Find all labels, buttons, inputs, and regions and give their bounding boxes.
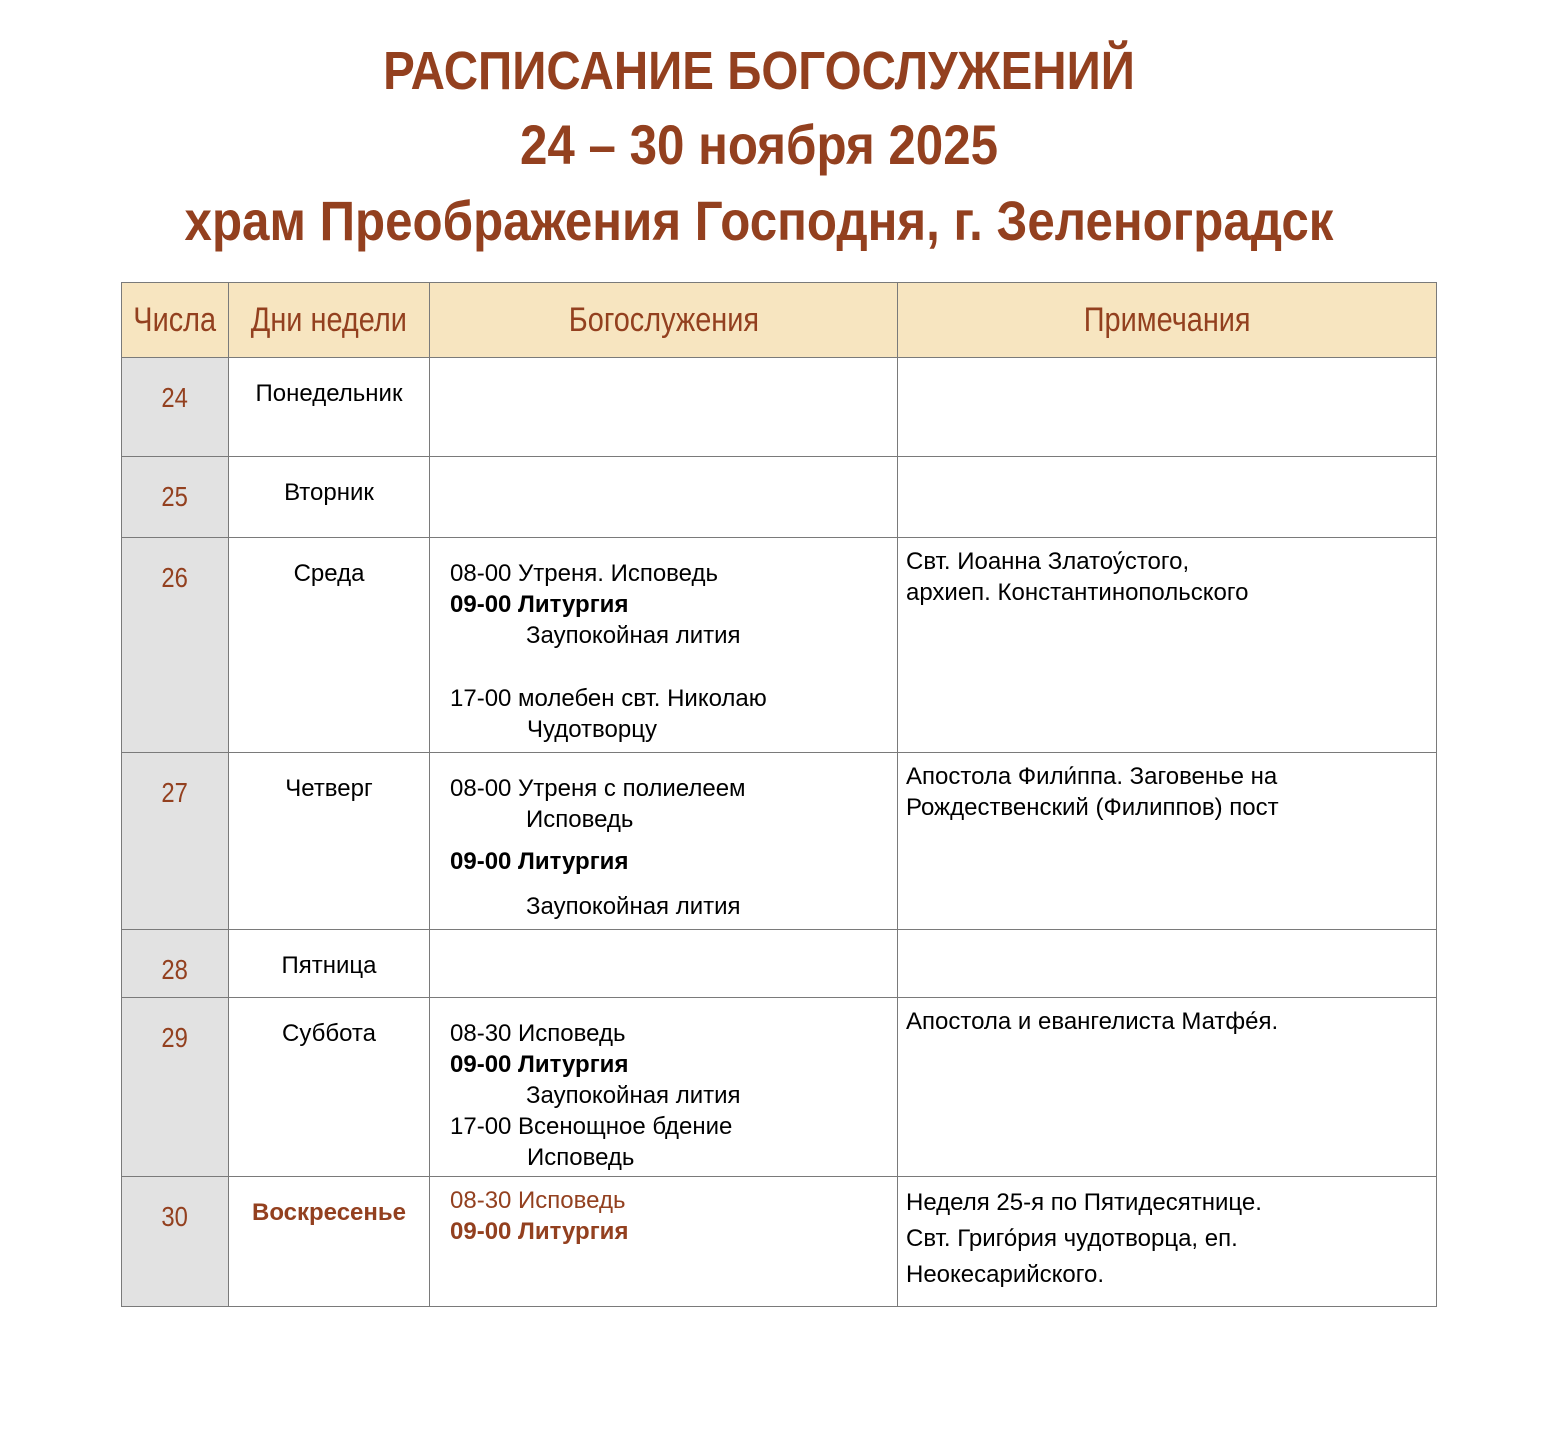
day-number: 30 xyxy=(122,1177,229,1307)
weekday: Вторник xyxy=(229,457,430,538)
service-line: 09-00 Литургия xyxy=(450,1051,629,1078)
notes-cell xyxy=(898,358,1437,457)
services-cell xyxy=(430,753,898,930)
schedule-table xyxy=(121,282,1437,1307)
table-row xyxy=(122,457,1437,538)
services-cell xyxy=(430,457,898,538)
table-row xyxy=(122,930,1437,998)
service-line: 09-00 Литургия xyxy=(450,591,629,618)
service-line: 08-30 Исповедь xyxy=(450,1020,626,1047)
weekday-sunday: Воскресенье xyxy=(229,1177,430,1307)
column-header-services: Богослужения xyxy=(430,283,898,358)
day-number: 25 xyxy=(122,457,229,538)
service-line: 09-00 Литургия xyxy=(450,1218,629,1245)
table-row xyxy=(122,358,1437,457)
service-line: 08-00 Утреня. Исповедь xyxy=(450,560,718,587)
note-line: Свт. Григо́рия чудотворца, еп. xyxy=(906,1225,1238,1252)
weekday: Суббота xyxy=(229,998,430,1177)
services-cell xyxy=(430,538,898,753)
table-row xyxy=(122,1177,1437,1307)
weekday: Пятница xyxy=(229,930,430,998)
day-number: 27 xyxy=(122,753,229,930)
services-cell xyxy=(430,358,898,457)
day-number: 28 xyxy=(122,930,229,998)
table-row xyxy=(122,998,1437,1177)
services-cell xyxy=(430,1177,898,1307)
church-name: храм Преображения Господня, г. Зеленоградск xyxy=(184,189,1334,252)
column-header-numbers: Числа xyxy=(122,283,229,358)
day-number: 24 xyxy=(122,358,229,457)
service-line: 09-00 Литургия xyxy=(450,848,629,875)
service-line: Исповедь xyxy=(527,1144,635,1171)
notes-cell xyxy=(898,457,1437,538)
table-row xyxy=(122,753,1437,930)
notes-cell xyxy=(898,998,1437,1177)
note-line: Апостола Фили́ппа. Заговенье на xyxy=(906,763,1278,790)
day-number: 29 xyxy=(122,998,229,1177)
services-cell xyxy=(430,930,898,998)
notes-cell xyxy=(898,1177,1437,1307)
column-header-notes: Примечания xyxy=(898,283,1437,358)
service-line: 17-00 молебен свт. Николаю xyxy=(450,685,767,712)
weekday: Понедельник xyxy=(229,358,430,457)
service-line: Заупокойная лития xyxy=(526,622,741,649)
service-line: 08-30 Исповедь xyxy=(450,1187,626,1214)
weekday: Среда xyxy=(229,538,430,753)
note-line: архиеп. Константинопольского xyxy=(906,579,1249,606)
weekday: Четверг xyxy=(229,753,430,930)
note-line: Рождественский (Филиппов) пост xyxy=(906,794,1279,821)
table-row xyxy=(122,538,1437,753)
note-line: Неокесарийского. xyxy=(906,1261,1105,1288)
service-line: Исповедь xyxy=(526,806,634,833)
note-line: Апостола и евангелиста Матфе́я. xyxy=(906,1008,1279,1035)
service-line: Заупокойная лития xyxy=(526,1082,741,1109)
date-range: 24 – 30 ноября 2025 xyxy=(519,113,999,176)
notes-cell xyxy=(898,930,1437,998)
service-line: 08-00 Утреня с полиелеем xyxy=(450,775,746,802)
services-cell xyxy=(430,998,898,1177)
notes-cell xyxy=(898,538,1437,753)
table-header-row xyxy=(122,283,1437,358)
service-line: Чудотворцу xyxy=(527,716,657,743)
page-title: РАСПИСАНИЕ БОГОСЛУЖЕНИЙ xyxy=(383,41,1135,101)
service-line: Заупокойная лития xyxy=(526,893,741,920)
service-line: 17-00 Всенощное бдение xyxy=(450,1113,733,1140)
note-line: Свт. Иоанна Златоу́стого, xyxy=(906,548,1190,575)
note-line: Неделя 25-я по Пятидесятнице. xyxy=(906,1189,1262,1216)
notes-cell xyxy=(898,753,1437,930)
column-header-weekdays: Дни недели xyxy=(229,283,430,358)
day-number: 26 xyxy=(122,538,229,753)
